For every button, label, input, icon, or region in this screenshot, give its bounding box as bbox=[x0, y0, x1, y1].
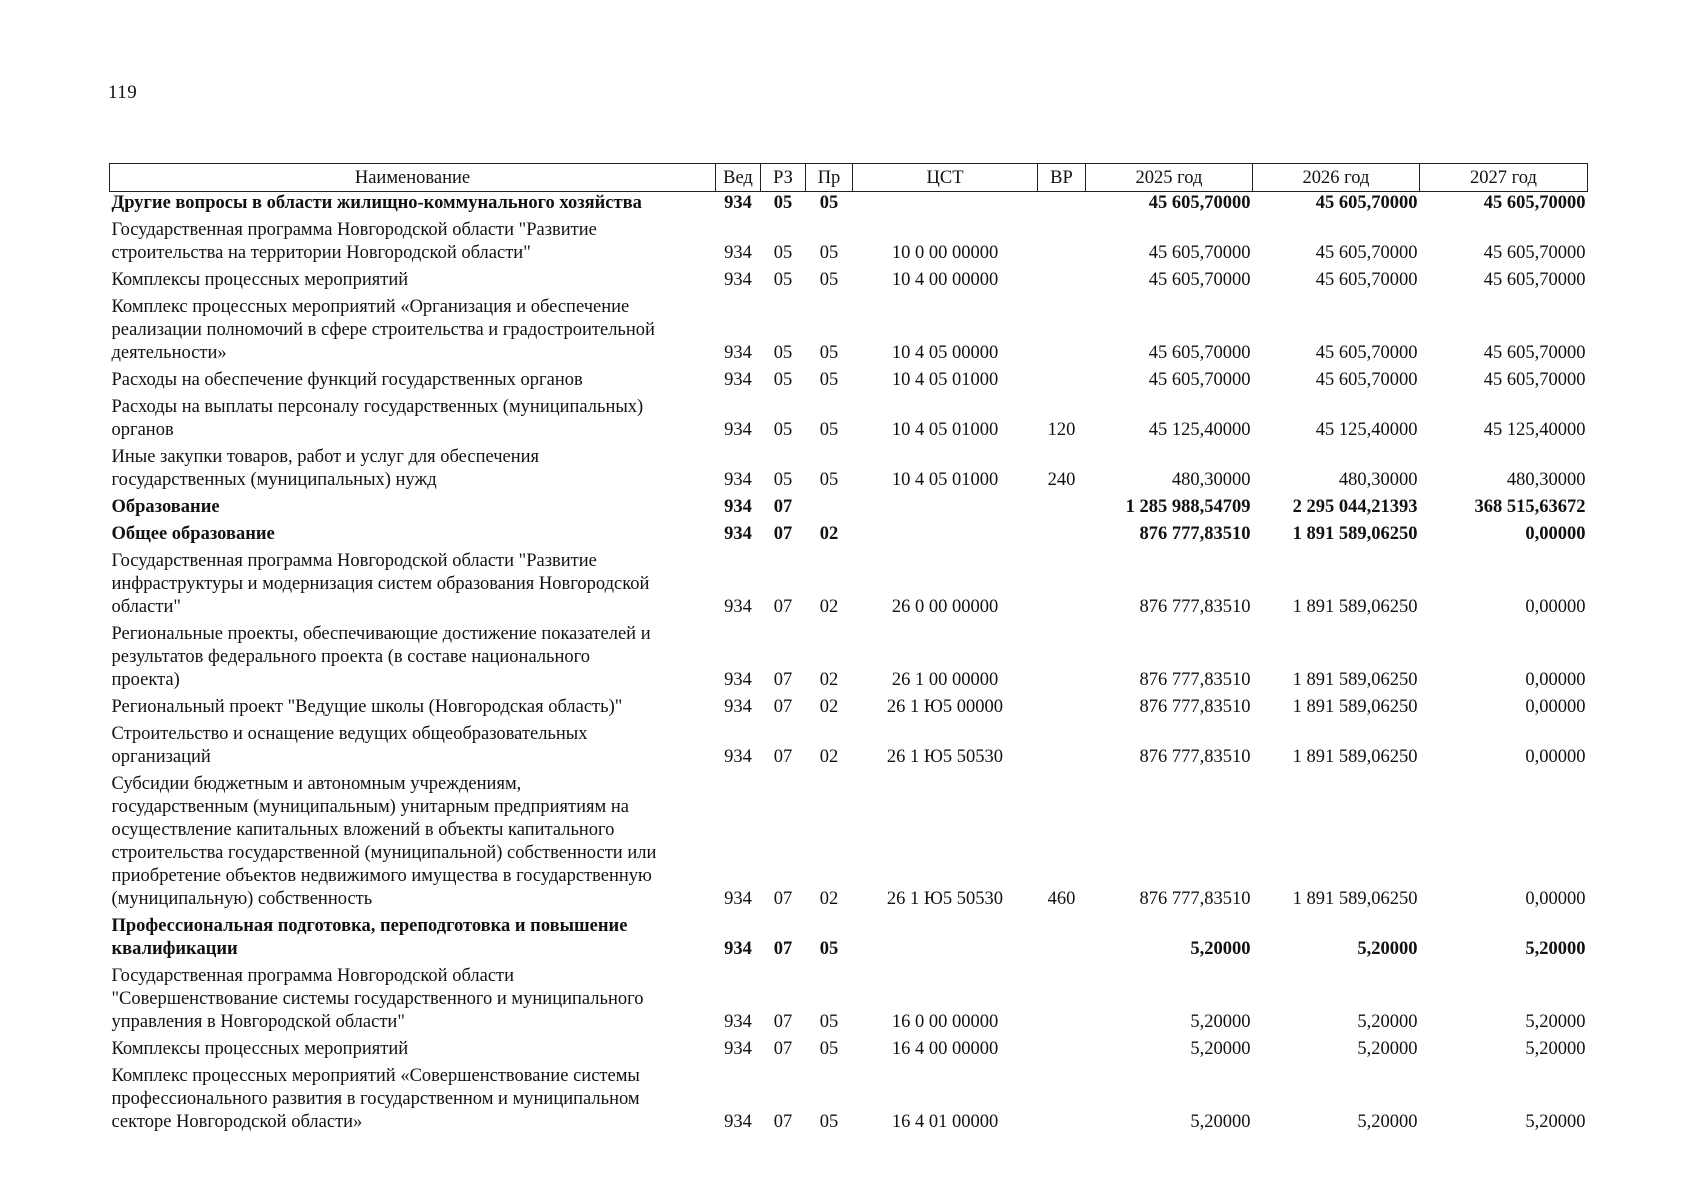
name-line: реализации полномочий в сфере строительства и градостроительной bbox=[111, 320, 655, 340]
amount-2027-cell: 45 605,70000 bbox=[1483, 193, 1586, 213]
vr-cell bbox=[1038, 1034, 1086, 1061]
cst-cell: 16 4 00 00000 bbox=[891, 1039, 999, 1059]
table-row bbox=[110, 442, 1588, 492]
name-line: строительства государственной (муниципальной) собственности или bbox=[111, 843, 657, 863]
amount-2025-cell: 5,20000 bbox=[1190, 1012, 1251, 1032]
cst-cell bbox=[853, 911, 1038, 961]
rz-cell: 07 bbox=[773, 1112, 793, 1132]
amount-2026-cell: 45 125,40000 bbox=[1315, 420, 1418, 440]
vr-cell bbox=[1038, 961, 1086, 1034]
ved-cell: 934 bbox=[724, 370, 752, 390]
name-cell bbox=[110, 492, 716, 519]
ved-cell: 934 bbox=[724, 939, 752, 959]
name-line: Государственная программа Новгородской области bbox=[111, 966, 515, 986]
table-row bbox=[110, 392, 1588, 442]
table-row bbox=[110, 365, 1588, 392]
ved-cell: 934 bbox=[724, 1112, 752, 1132]
table-header bbox=[110, 164, 1588, 192]
amount-2025-cell: 45 605,70000 bbox=[1148, 270, 1251, 290]
name-line: Профессиональная подготовка, переподготовка и повышение bbox=[111, 916, 628, 936]
amount-2027-cell: 45 605,70000 bbox=[1483, 270, 1586, 290]
cst-cell: 26 1 Ю5 50530 bbox=[886, 747, 1004, 767]
amount-2025-cell: 45 605,70000 bbox=[1148, 193, 1251, 213]
amount-2025-cell: 5,20000 bbox=[1190, 1112, 1251, 1132]
name-line: Другие вопросы в области жилищно-коммунального хозяйства bbox=[111, 193, 642, 213]
rz-cell: 05 bbox=[773, 370, 793, 390]
cst-cell: 26 1 Ю5 50530 bbox=[886, 889, 1004, 909]
amount-2027-cell: 5,20000 bbox=[1525, 939, 1586, 959]
amount-2026-cell: 5,20000 bbox=[1357, 1112, 1418, 1132]
amount-2026-cell: 45 605,70000 bbox=[1315, 370, 1418, 390]
ved-cell: 934 bbox=[724, 597, 752, 617]
pr-cell: 02 bbox=[819, 747, 839, 767]
amount-2025-cell: 1 285 988,54709 bbox=[1125, 497, 1251, 517]
name-line: Государственная программа Новгородской области "Развитие bbox=[111, 220, 597, 240]
name-line: инфраструктуры и модернизация систем образования Новгородской bbox=[111, 574, 650, 594]
rz-cell: 07 bbox=[773, 1039, 793, 1059]
amount-2027-cell: 0,00000 bbox=[1525, 524, 1586, 544]
name-cell bbox=[110, 961, 716, 1034]
ved-cell: 934 bbox=[724, 889, 752, 909]
vr-cell bbox=[1038, 692, 1086, 719]
rz-cell: 05 bbox=[773, 420, 793, 440]
name-line: профессионального развития в государственном и муниципальном bbox=[111, 1089, 640, 1109]
amount-2027-cell: 5,20000 bbox=[1525, 1112, 1586, 1132]
pr-cell: 05 bbox=[819, 1012, 839, 1032]
amount-2026-cell: 5,20000 bbox=[1357, 1039, 1418, 1059]
cst-cell: 10 4 05 01000 bbox=[891, 420, 999, 440]
rz-cell: 07 bbox=[773, 597, 793, 617]
vr-cell bbox=[1038, 292, 1086, 365]
vr-cell: 120 bbox=[1047, 420, 1076, 440]
name-line: государственных (муниципальных) нужд bbox=[111, 470, 437, 490]
amount-2026-cell: 1 891 589,06250 bbox=[1292, 670, 1418, 690]
amount-2025-cell: 876 777,83510 bbox=[1139, 597, 1251, 617]
pr-cell: 02 bbox=[819, 697, 839, 717]
vr-cell bbox=[1038, 365, 1086, 392]
name-line: государственным (муниципальным) унитарным предприятиям на bbox=[111, 797, 629, 817]
amount-2026-cell: 1 891 589,06250 bbox=[1292, 524, 1418, 544]
name-line: проекта) bbox=[111, 670, 180, 690]
table-row-section bbox=[110, 519, 1588, 546]
name-line: Комплекс процессных мероприятий «Организация и обеспечение bbox=[111, 297, 630, 317]
pr-cell: 05 bbox=[819, 243, 839, 263]
vr-cell bbox=[1038, 911, 1086, 961]
cst-cell bbox=[853, 492, 1038, 519]
amount-2025-cell: 45 605,70000 bbox=[1148, 370, 1251, 390]
table-row bbox=[110, 1061, 1588, 1134]
amount-2027-cell: 368 515,63672 bbox=[1474, 497, 1586, 517]
cst-cell: 10 4 05 00000 bbox=[891, 343, 999, 363]
name-line: результатов федерального проекта (в составе национального bbox=[111, 647, 591, 667]
cst-cell: 26 0 00 00000 bbox=[891, 597, 999, 617]
rz-cell: 05 bbox=[773, 243, 793, 263]
ved-cell: 934 bbox=[724, 470, 752, 490]
name-line: строительства на территории Новгородской области" bbox=[111, 243, 531, 263]
table-row bbox=[110, 961, 1588, 1034]
header-vr: ВР bbox=[1038, 164, 1086, 192]
vr-cell: 460 bbox=[1047, 889, 1076, 909]
amount-2026-cell: 480,30000 bbox=[1338, 470, 1418, 490]
name-line: управления в Новгородской области" bbox=[111, 1012, 405, 1032]
name-cell bbox=[110, 1034, 716, 1061]
ved-cell: 934 bbox=[724, 243, 752, 263]
ved-cell: 934 bbox=[724, 747, 752, 767]
name-cell bbox=[110, 692, 716, 719]
table-body bbox=[110, 192, 1588, 1135]
pr-cell: 05 bbox=[819, 1112, 839, 1132]
table-row-section bbox=[110, 192, 1588, 216]
pr-cell: 02 bbox=[819, 889, 839, 909]
amount-2027-cell: 0,00000 bbox=[1525, 889, 1586, 909]
name-line: квалификации bbox=[111, 939, 238, 959]
name-line: (муниципальную) собственность bbox=[111, 889, 373, 909]
pr-cell: 05 bbox=[819, 370, 839, 390]
header-2027: 2027 год bbox=[1420, 164, 1588, 192]
table-row-section bbox=[110, 492, 1588, 519]
ved-cell: 934 bbox=[724, 1039, 752, 1059]
table-row bbox=[110, 692, 1588, 719]
pr-cell: 05 bbox=[819, 193, 839, 213]
rz-cell: 05 bbox=[773, 470, 793, 490]
cst-cell bbox=[853, 519, 1038, 546]
vr-cell bbox=[1038, 1061, 1086, 1134]
ved-cell: 934 bbox=[724, 1012, 752, 1032]
name-cell bbox=[110, 442, 716, 492]
amount-2027-cell: 45 605,70000 bbox=[1483, 243, 1586, 263]
header-2026: 2026 год bbox=[1253, 164, 1420, 192]
vr-cell bbox=[1038, 492, 1086, 519]
cst-cell: 26 1 Ю5 00000 bbox=[886, 697, 1004, 717]
name-line: Комплекс процессных мероприятий «Совершенствование системы bbox=[111, 1066, 640, 1086]
amount-2027-cell: 0,00000 bbox=[1525, 670, 1586, 690]
name-line: секторе Новгородской области» bbox=[111, 1112, 363, 1132]
cst-cell: 26 1 00 00000 bbox=[891, 670, 999, 690]
pr-cell: 05 bbox=[819, 939, 839, 959]
table-row bbox=[110, 292, 1588, 365]
amount-2026-cell: 1 891 589,06250 bbox=[1292, 889, 1418, 909]
pr-cell: 05 bbox=[819, 343, 839, 363]
amount-2027-cell: 0,00000 bbox=[1525, 597, 1586, 617]
table-row bbox=[110, 769, 1588, 911]
name-line: Общее образование bbox=[111, 524, 275, 544]
amount-2026-cell: 1 891 589,06250 bbox=[1292, 747, 1418, 767]
amount-2026-cell: 5,20000 bbox=[1357, 1012, 1418, 1032]
header-rz: РЗ bbox=[761, 164, 806, 192]
amount-2027-cell: 45 125,40000 bbox=[1483, 420, 1586, 440]
amount-2025-cell: 876 777,83510 bbox=[1139, 889, 1251, 909]
amount-2025-cell: 45 125,40000 bbox=[1148, 420, 1251, 440]
rz-cell: 05 bbox=[773, 270, 793, 290]
rz-cell: 07 bbox=[773, 889, 793, 909]
name-line: области" bbox=[111, 597, 181, 617]
vr-cell bbox=[1038, 546, 1086, 619]
vr-cell: 240 bbox=[1047, 470, 1076, 490]
ved-cell: 934 bbox=[724, 193, 752, 213]
name-line: Образование bbox=[111, 497, 220, 517]
amount-2027-cell: 0,00000 bbox=[1525, 697, 1586, 717]
name-cell bbox=[110, 769, 716, 911]
amount-2025-cell: 45 605,70000 bbox=[1148, 243, 1251, 263]
header-pr: Пр bbox=[806, 164, 853, 192]
name-cell bbox=[110, 519, 716, 546]
rz-cell: 07 bbox=[773, 939, 793, 959]
vr-cell bbox=[1038, 719, 1086, 769]
amount-2026-cell: 1 891 589,06250 bbox=[1292, 697, 1418, 717]
amount-2027-cell: 480,30000 bbox=[1506, 470, 1586, 490]
name-line: Расходы на обеспечение функций государственных органов bbox=[111, 370, 583, 390]
name-cell bbox=[110, 265, 716, 292]
name-cell bbox=[110, 365, 716, 392]
amount-2026-cell: 5,20000 bbox=[1357, 939, 1418, 959]
ved-cell: 934 bbox=[724, 343, 752, 363]
rz-cell: 05 bbox=[773, 343, 793, 363]
name-cell bbox=[110, 546, 716, 619]
amount-2027-cell: 45 605,70000 bbox=[1483, 370, 1586, 390]
name-line: Субсидии бюджетным и автономным учреждениям, bbox=[111, 774, 522, 794]
cst-cell: 16 0 00 00000 bbox=[891, 1012, 999, 1032]
pr-cell: 02 bbox=[819, 524, 839, 544]
pr-cell: 05 bbox=[819, 420, 839, 440]
vr-cell bbox=[1038, 619, 1086, 692]
cst-cell: 10 4 05 01000 bbox=[891, 370, 999, 390]
name-line: Иные закупки товаров, работ и услуг для обеспечения bbox=[111, 447, 540, 467]
rz-cell: 07 bbox=[773, 747, 793, 767]
pr-cell: 05 bbox=[819, 470, 839, 490]
name-line: Расходы на выплаты персоналу государственных (муниципальных) bbox=[111, 397, 644, 417]
cst-cell: 10 0 00 00000 bbox=[891, 243, 999, 263]
header-ved: Вед bbox=[716, 164, 761, 192]
amount-2025-cell: 480,30000 bbox=[1171, 470, 1251, 490]
amount-2025-cell: 876 777,83510 bbox=[1139, 524, 1251, 544]
rz-cell: 05 bbox=[773, 193, 793, 213]
table-row bbox=[110, 619, 1588, 692]
name-line: органов bbox=[111, 420, 174, 440]
pr-cell: 05 bbox=[819, 270, 839, 290]
name-line: Строительство и оснащение ведущих общеобразовательных bbox=[111, 724, 588, 744]
rz-cell: 07 bbox=[773, 1012, 793, 1032]
ved-cell: 934 bbox=[724, 524, 752, 544]
name-cell bbox=[110, 392, 716, 442]
name-line: Комплексы процессных мероприятий bbox=[111, 1039, 409, 1059]
rz-cell: 07 bbox=[773, 524, 793, 544]
name-line: осуществление капитальных вложений в объекты капитального bbox=[111, 820, 615, 840]
amount-2025-cell: 876 777,83510 bbox=[1139, 670, 1251, 690]
header-2025: 2025 год bbox=[1086, 164, 1253, 192]
rz-cell: 07 bbox=[773, 697, 793, 717]
name-line: деятельности» bbox=[111, 343, 227, 363]
table-row bbox=[110, 719, 1588, 769]
name-line: организаций bbox=[111, 747, 211, 767]
amount-2026-cell: 45 605,70000 bbox=[1315, 270, 1418, 290]
pr-cell bbox=[806, 492, 853, 519]
amount-2025-cell: 45 605,70000 bbox=[1148, 343, 1251, 363]
table-row bbox=[110, 1034, 1588, 1061]
name-cell bbox=[110, 1061, 716, 1134]
ved-cell: 934 bbox=[724, 270, 752, 290]
name-cell bbox=[110, 719, 716, 769]
amount-2025-cell: 876 777,83510 bbox=[1139, 747, 1251, 767]
header-name: Наименование bbox=[110, 164, 716, 192]
amount-2027-cell: 5,20000 bbox=[1525, 1012, 1586, 1032]
vr-cell bbox=[1038, 215, 1086, 265]
ved-cell: 934 bbox=[724, 670, 752, 690]
amount-2026-cell: 45 605,70000 bbox=[1315, 193, 1418, 213]
name-line: "Совершенствование системы государственного и муниципального bbox=[111, 989, 644, 1009]
cst-cell: 16 4 01 00000 bbox=[891, 1112, 999, 1132]
budget-table bbox=[109, 163, 1588, 1134]
name-cell bbox=[110, 215, 716, 265]
amount-2025-cell: 5,20000 bbox=[1190, 1039, 1251, 1059]
name-line: Региональные проекты, обеспечивающие достижение показателей и bbox=[111, 624, 651, 644]
amount-2026-cell: 1 891 589,06250 bbox=[1292, 597, 1418, 617]
name-cell bbox=[110, 619, 716, 692]
amount-2026-cell: 45 605,70000 bbox=[1315, 343, 1418, 363]
name-cell bbox=[110, 911, 716, 961]
header-cst: ЦСТ bbox=[853, 164, 1038, 192]
page-number: 119 bbox=[108, 82, 138, 103]
pr-cell: 02 bbox=[819, 670, 839, 690]
amount-2027-cell: 45 605,70000 bbox=[1483, 343, 1586, 363]
ved-cell: 934 bbox=[724, 420, 752, 440]
name-line: Государственная программа Новгородской области "Развитие bbox=[111, 551, 597, 571]
name-line: приобретение объектов недвижимого имущества в государственную bbox=[111, 866, 652, 886]
amount-2026-cell: 2 295 044,21393 bbox=[1292, 497, 1418, 517]
amount-2027-cell: 5,20000 bbox=[1525, 1039, 1586, 1059]
cst-cell: 10 4 00 00000 bbox=[891, 270, 999, 290]
table-row-section bbox=[110, 911, 1588, 961]
name-cell bbox=[110, 192, 716, 216]
pr-cell: 02 bbox=[819, 597, 839, 617]
name-line: Региональный проект "Ведущие школы (Новгородская область)" bbox=[111, 697, 623, 717]
table-row bbox=[110, 265, 1588, 292]
vr-cell bbox=[1038, 192, 1086, 216]
amount-2026-cell: 45 605,70000 bbox=[1315, 243, 1418, 263]
cst-cell bbox=[853, 192, 1038, 216]
name-line: Комплексы процессных мероприятий bbox=[111, 270, 409, 290]
amount-2027-cell: 0,00000 bbox=[1525, 747, 1586, 767]
rz-cell: 07 bbox=[773, 670, 793, 690]
vr-cell bbox=[1038, 519, 1086, 546]
amount-2025-cell: 5,20000 bbox=[1190, 939, 1251, 959]
table-row bbox=[110, 546, 1588, 619]
cst-cell: 10 4 05 01000 bbox=[891, 470, 999, 490]
ved-cell: 934 bbox=[724, 497, 752, 517]
pr-cell: 05 bbox=[819, 1039, 839, 1059]
rz-cell: 07 bbox=[773, 497, 793, 517]
ved-cell: 934 bbox=[724, 697, 752, 717]
amount-2025-cell: 876 777,83510 bbox=[1139, 697, 1251, 717]
table-row bbox=[110, 215, 1588, 265]
name-cell bbox=[110, 292, 716, 365]
vr-cell bbox=[1038, 265, 1086, 292]
